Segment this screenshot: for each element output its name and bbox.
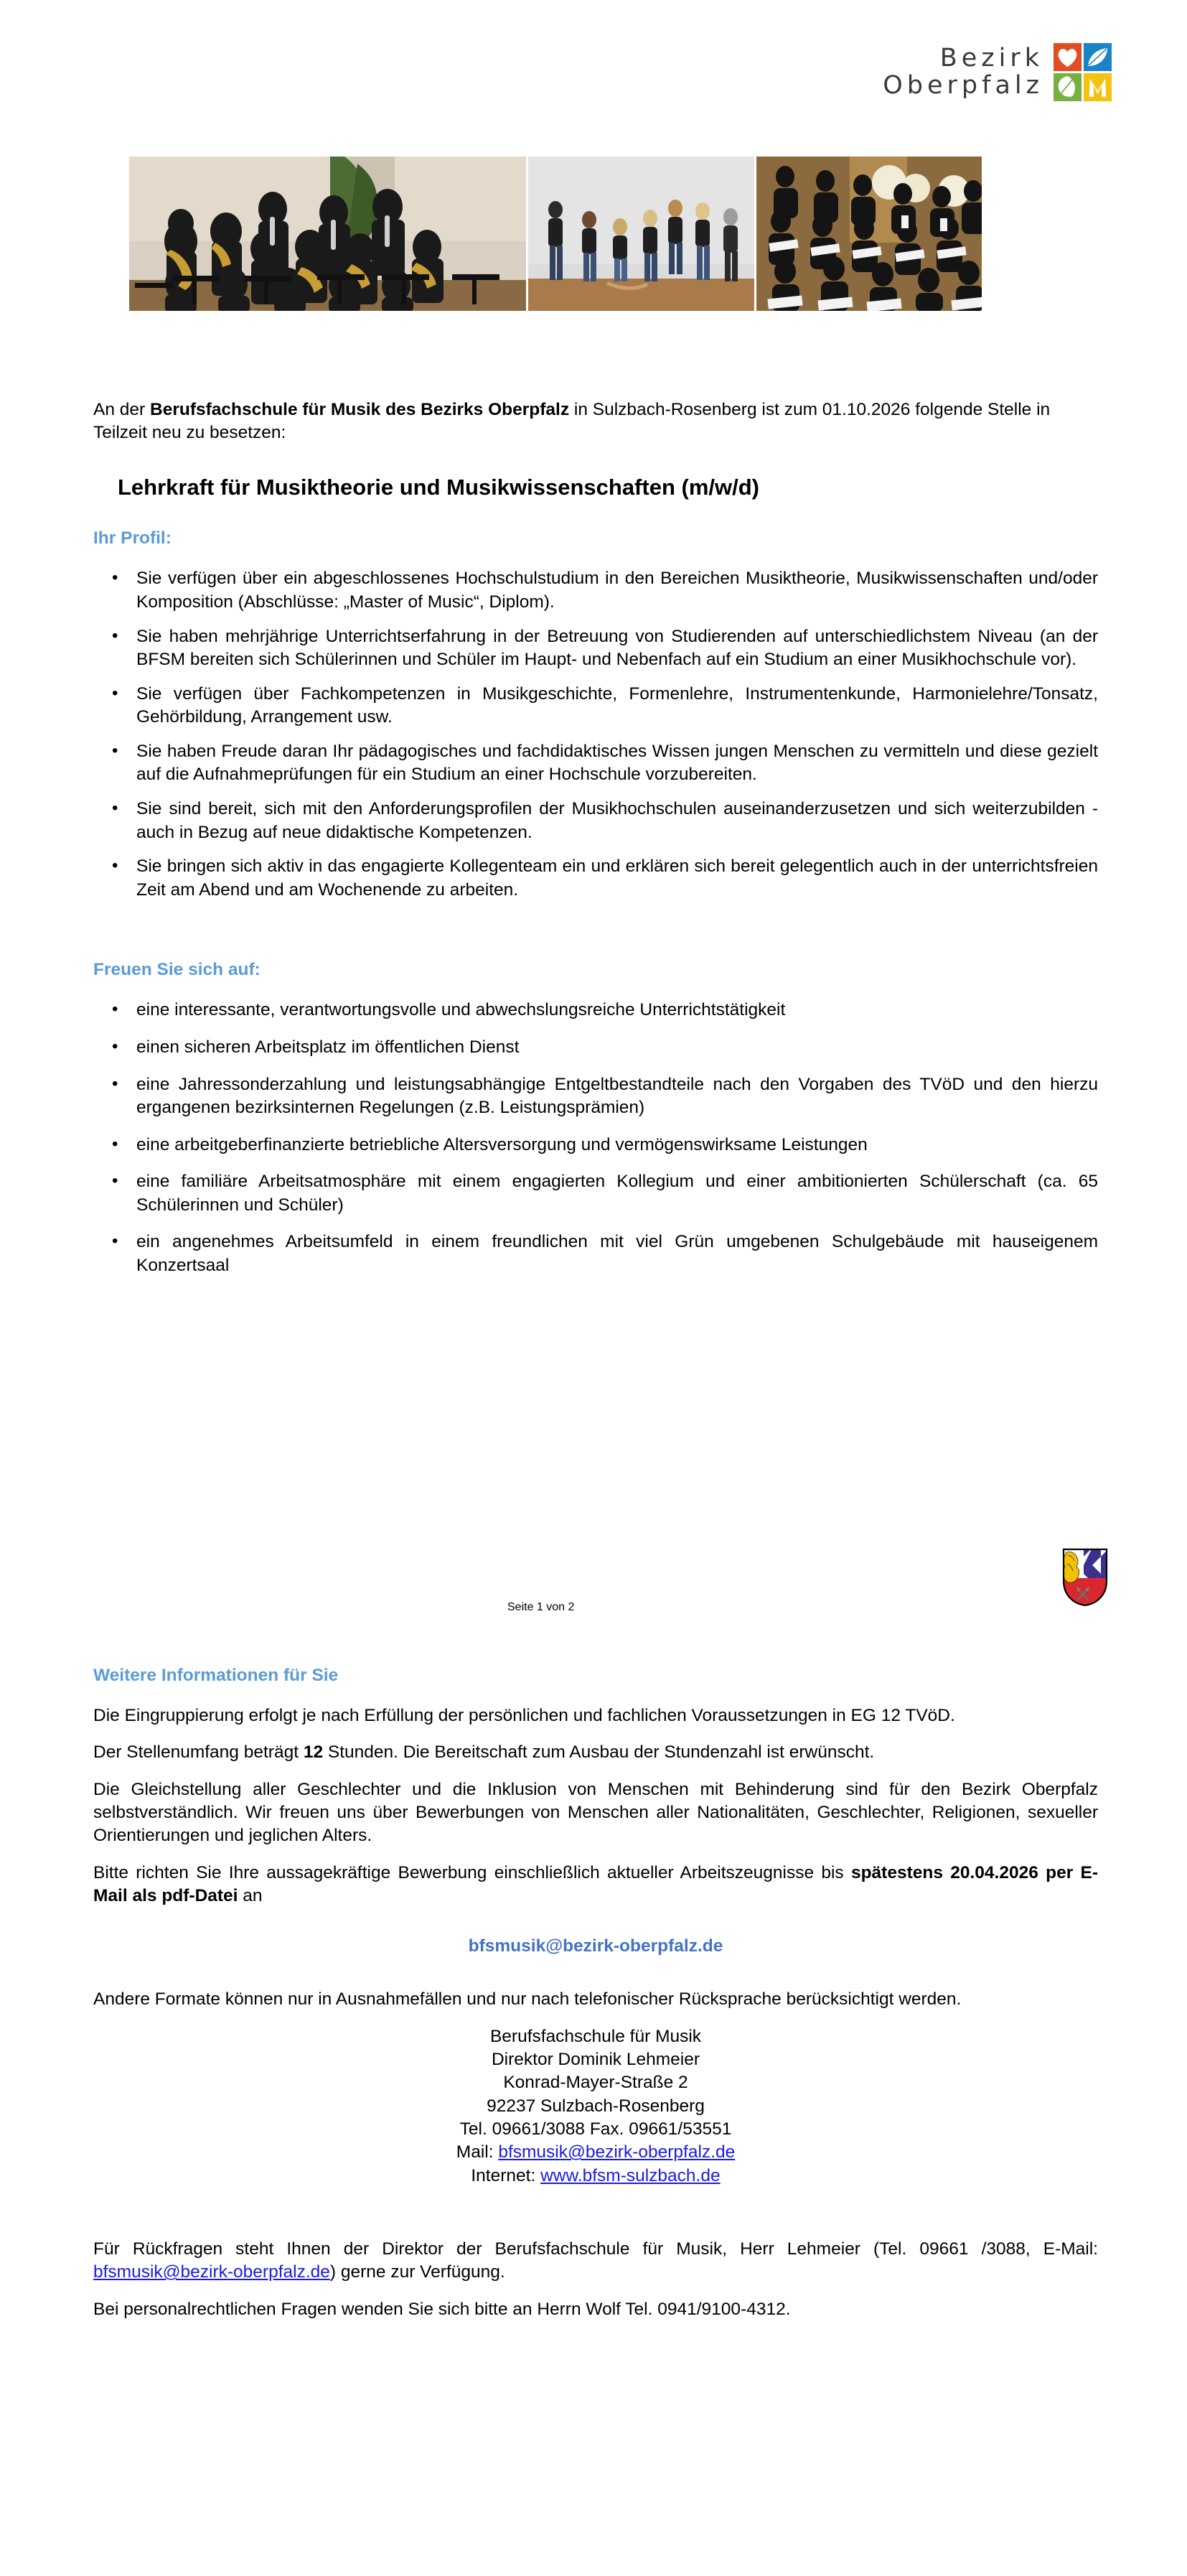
rueckfragen-part-1: Für Rückfragen steht Ihnen der Direktor der Berufsfachschule für Musik, Herr Lehmeier (Tel. 09661 /3088, E-Mail: (93, 2239, 1098, 2259)
page-number: Seite 1 von 2 (507, 1601, 575, 1613)
header-photo-strip (129, 157, 980, 311)
list-item: • einen sicheren Arbeitsplatz im öffentlichen Dienst (93, 1036, 1098, 1060)
section-heading-further-info: Weitere Informationen für Sie (93, 1666, 339, 1685)
paragraph-rueckfragen (93, 2238, 1098, 2285)
logo-wordmark (883, 45, 1043, 98)
intro-paragraph (93, 398, 1098, 445)
page-1-footer (0, 1588, 1187, 1646)
page-1-content (93, 398, 1098, 1292)
website-link[interactable]: www.bfsm-sulzbach.de (540, 2165, 721, 2185)
intro-part-2: in Sulzbach-Rosenberg ist zum 01.10.2026 folgende Stelle in Teilzeit neu zu besetzen: (93, 400, 1051, 443)
stellenumfang-hours: 12 (303, 1742, 324, 1763)
paragraph-gleichstellung: Die Gleichstellung aller Geschlechter und die Inklusion von Menschen mit Behinderung sind für den Bezirk Oberpfalz selbstverständlich. Wir freuen uns über Bewerbungen von Menschen aller Nationalitäten, Geschlechter, Religionen, sexueller Orientierungen und jeglichen Alters. (93, 1779, 1098, 1846)
list-item: • Sie haben Freude daran Ihr pädagogisches und fachdidaktisches Wissen jungen Menschen zu vermitteln und diese gezielt auf die Aufnahmeprüfungen für ein Studium an einer Hochschule vorzubereiten. (93, 740, 1098, 787)
paragraph-personalrecht: Bei personalrechtlichen Fragen wenden Sie sich bitte an Herrn Wolf Tel. 0941/9100-4312. (93, 2299, 791, 2319)
list-item: • eine interessante, verantwortungsvolle und abwechslungsreiche Unterrichtstätigkeit (93, 999, 1098, 1022)
list-item: • eine familiäre Arbeitsatmosphäre mit einem engagierten Kollegium und einer ambitionierten Schülerschaft (ca. 65 Schülerinnen und Schüler) (93, 1170, 1098, 1217)
section-heading-profile: Ihr Profil: (93, 528, 172, 549)
address-line-city: 92237 Sulzbach-Rosenberg (487, 2096, 705, 2116)
logo-tiles (1054, 43, 1112, 101)
leaf-icon (1084, 43, 1112, 71)
section-heading-benefits: Freuen Sie sich auf: (93, 960, 261, 980)
stellenumfang-part-2: Stunden. Die Bereitschaft zum Ausbau der Stundenzahl ist erwünscht. (323, 1742, 875, 1763)
list-item: • ein angenehmes Arbeitsumfeld in einem freundlichen mit viel Grün umgebenen Schulgebäude mit hauseigenem Konzertsaal (93, 1231, 1098, 1277)
bewerbung-part-2: an (238, 1885, 263, 1905)
application-email[interactable]: bfsmusik@bezirk-oberpfalz.de (468, 1936, 723, 1956)
page-2-content (93, 1666, 1098, 2335)
list-item: • Sie bringen sich aktiv in das engagierte Kollegenteam ein und erklären sich bereit gelegentlich auch in der unterrichtsfreien Zeit am Abend und am Wochenende zu arbeiten. (93, 855, 1098, 902)
list-item: • Sie verfügen über ein abgeschlossenes Hochschulstudium in den Bereichen Musiktheorie, Musikwissenschaften und/oder Komposition (Abschlüsse: „Master of Music“, Diplom). (93, 567, 1098, 614)
address-line-phone: Tel. 09661/3088 Fax. 09661/53551 (459, 2119, 732, 2139)
benefits-list (93, 999, 1098, 1277)
logo-line-bezirk: Bezirk (939, 44, 1043, 73)
contact-mail-link[interactable]: bfsmusik@bezirk-oberpfalz.de (93, 2262, 330, 2282)
rueckfragen-part-2: ) gerne zur Verfügung. (329, 2262, 505, 2282)
tail-spacer (93, 2188, 1098, 2238)
paragraph-eingruppierung: Die Eingruppierung erfolgt je nach Erfüllung der persönlichen und fachlichen Voraussetzungen in EG 12 TVöD. (93, 1706, 955, 1725)
dance-group-photo (528, 157, 754, 311)
page-title: Lehrkraft für Musiktheorie und Musikwissenschaften (m/w/d) (118, 474, 759, 500)
bezirk-oberpfalz-logo (883, 43, 1112, 101)
address-line-school: Berufsfachschule für Musik (489, 2026, 702, 2046)
crown-icon (1084, 73, 1112, 101)
list-item: • eine arbeitgeberfinanzierte betriebliche Altersversorgung und vermögenswirksame Leistungen (93, 1134, 1098, 1157)
coat-of-arms-icon (1062, 1548, 1108, 1607)
logo-line-oberpfalz: Oberpfalz (883, 70, 1043, 100)
choir-photo (756, 157, 982, 311)
paragraph-stellenumfang (93, 1741, 1098, 1764)
section-spacer (93, 913, 1098, 960)
leaf-icon (1054, 73, 1082, 101)
address-line-street: Konrad-Mayer-Straße 2 (503, 2073, 688, 2093)
intro-school-name: Berufsfachschule für Musik des Bezirks Oberpfalz (150, 400, 570, 419)
school-address-block (93, 2025, 1098, 2188)
list-item: • eine Jahressonderzahlung und leistungsabhängige Entgeltbestandteile nach den Vorgaben des TVöD und den hierzu ergangenen bezirksinternen Regelungen (z.B. Leistungsprämien) (93, 1073, 1098, 1120)
address-line-director: Direktor Dominik Lehmeier (491, 2049, 700, 2069)
list-item: • Sie verfügen über Fachkompetenzen in Musikgeschichte, Formenlehre, Instrumentenkunde, Harmonielehre/Tonsatz, Gehörbildung, Arrangement usw. (93, 683, 1098, 729)
mail-label: Mail: (456, 2142, 499, 2162)
bewerbung-deadline: spätestens 20.04.2026 per E-Mail als pdf-Datei (93, 1862, 1098, 1905)
list-item: • Sie sind bereit, sich mit den Anforderungsprofilen der Musikhochschulen auseinanderzusetzen und sich weiterzubilden - auch in Bezug auf neue didaktische Kompetenzen. (93, 798, 1098, 844)
address-line-internet (93, 2165, 1098, 2188)
bewerbung-part-1: Bitte richten Sie Ihre aussagekräftige Bewerbung einschließlich aktueller Arbeitszeugnisse bis (93, 1862, 851, 1882)
wind-ensemble-photo (129, 157, 526, 311)
stellenumfang-part-1: Der Stellenumfang beträgt (93, 1742, 304, 1763)
internet-label: Internet: (471, 2165, 541, 2185)
profile-list (93, 567, 1098, 902)
heart-icon (1054, 43, 1082, 71)
intro-part-1: An der (93, 400, 150, 419)
paragraph-bewerbung (93, 1862, 1098, 1908)
list-item: • Sie haben mehrjährige Unterrichtserfahrung in der Betreuung von Studierenden auf unterschiedlichstem Niveau (an der BFSM bereiten sich Schülerinnen und Schüler im Haupt- und Nebenfach auf ein Studium an einer Musikhochschule vor). (93, 625, 1098, 672)
address-line-mail (93, 2141, 1098, 2164)
paragraph-andere-formate: Andere Formate können nur in Ausnahmefällen und nur nach telefonischer Rücksprache berücksichtigt werden. (93, 1989, 962, 2010)
mail-link[interactable]: bfsmusik@bezirk-oberpfalz.de (498, 2142, 736, 2162)
